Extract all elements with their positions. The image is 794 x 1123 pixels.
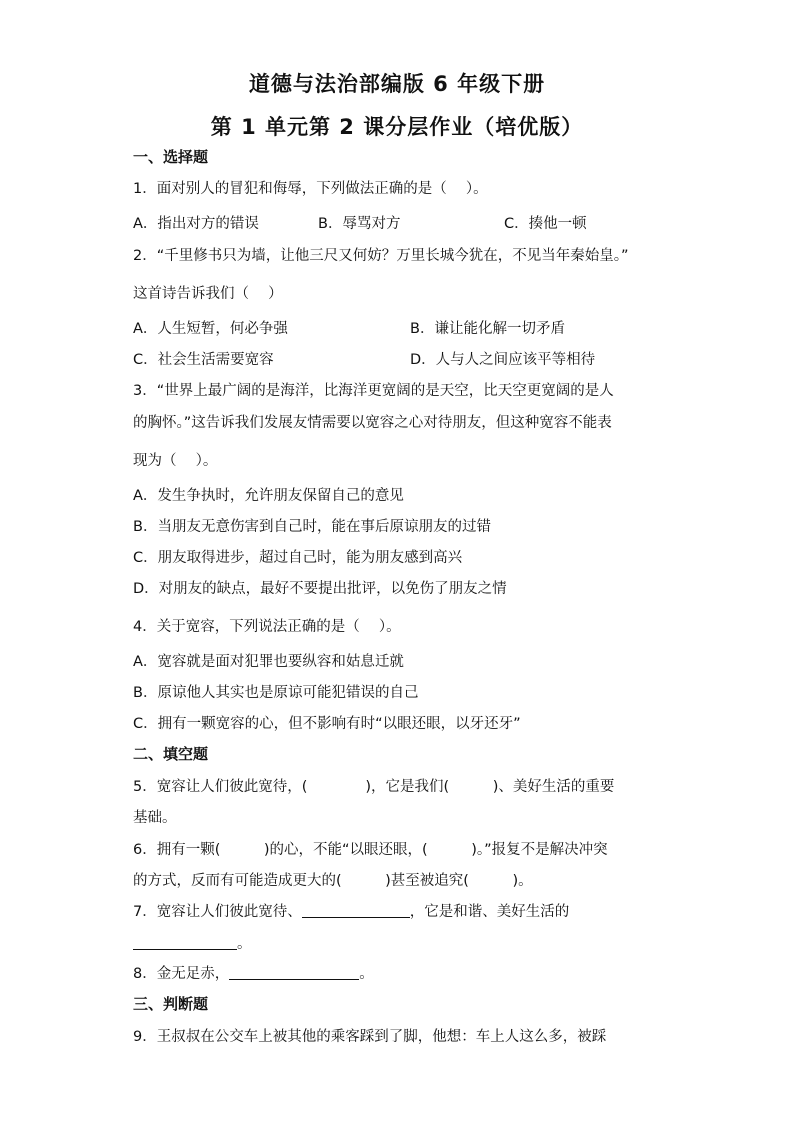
question-2-option-c: C．社会生活需要宽容 — [133, 352, 274, 368]
question-7-blank-2 — [133, 935, 237, 950]
title-line-1: 道德与法治部编版 6 年级下册 — [248, 72, 546, 96]
question-2-option-b: B．谦让能化解一切矛盾 — [410, 321, 565, 337]
question-1-option-c: C．揍他一顿 — [504, 216, 587, 232]
question-3-stem-3: 现为（ ）。 — [133, 453, 218, 469]
section-heading-judge: 三、判断题 — [133, 995, 209, 1013]
question-2-stem-1: 2．“千里修书只为墙，让他三尺又何妨？万里长城今犹在，不见当年秦始皇。” — [133, 248, 629, 264]
question-4-option-b: B．原谅他人其实也是原谅可能犯错误的自己 — [133, 685, 419, 701]
question-5-line-2: 基础。 — [133, 810, 177, 826]
question-3-option-b: B．当朋友无意伤害到自己时，能在事后原谅朋友的过错 — [133, 519, 491, 535]
question-1-stem: 1．面对别人的冒犯和侮辱，下列做法正确的是（ ）。 — [133, 181, 488, 197]
question-7-line-1 — [133, 900, 569, 921]
question-3-option-a: A．发生争执时，允许朋友保留自己的意见 — [133, 488, 404, 504]
question-6-line-2: 的方式，反而有可能造成更大的( )甚至被追究( )。 — [133, 873, 533, 889]
question-3-stem-1: 3．“世界上最广阔的是海洋，比海洋更宽阔的是天空，比天空更宽阔的是人 — [133, 383, 614, 399]
question-4-option-a: A．宽容就是面对犯罪也要纵容和姑息迁就 — [133, 654, 404, 670]
title-line-2: 第 1 单元第 2 课分层作业（培优版） — [210, 115, 584, 139]
question-8-line — [133, 962, 374, 983]
question-4-option-c: C．拥有一颗宽容的心，但不影响有时“以眼还眼，以牙还牙” — [133, 716, 521, 732]
question-3-stem-2: 的胸怀。”这告诉我们发展友情需要以宽容之心对待朋友，但这种宽容不能表 — [133, 415, 612, 431]
question-9-line-1: 9．王叔叔在公交车上被其他的乘客踩到了脚，他想：车上人这么多，被踩 — [133, 1029, 607, 1045]
section-heading-choice: 一、选择题 — [133, 148, 209, 166]
question-8-text-b: 。 — [359, 966, 374, 982]
question-7-blank-1 — [302, 903, 410, 918]
question-8-text-a: 8．金无足赤， — [133, 966, 230, 982]
question-3-option-c: C．朋友取得进步，超过自己时，能为朋友感到高兴 — [133, 550, 463, 566]
question-6-line-1: 6．拥有一颗( )的心，不能“以眼还眼，( )。”报复不是解决冲突 — [133, 842, 608, 858]
question-2-option-d: D．人与人之间应该平等相待 — [410, 352, 596, 368]
question-1-option-b: B．辱骂对方 — [318, 216, 401, 232]
question-2-option-a: A．人生短暂，何必争强 — [133, 321, 288, 337]
question-1-option-a: A．指出对方的错误 — [133, 216, 259, 232]
question-4-stem: 4．关于宽容，下列说法正确的是（ ）。 — [133, 619, 401, 635]
question-8-blank — [229, 965, 359, 980]
question-2-stem-2: 这首诗告诉我们（ ） — [133, 286, 283, 302]
question-5-line-1: 5．宽容让人们彼此宽待，( )，它是我们( )、美好生活的重要 — [133, 779, 615, 795]
question-3-option-d: D．对朋友的缺点，最好不要提出批评，以免伤了朋友之情 — [133, 581, 507, 597]
question-7-line-2 — [133, 932, 252, 953]
question-7-text-b: ，它是和谐、美好生活的 — [409, 904, 570, 920]
question-7-text-a: 7．宽容让人们彼此宽待、 — [133, 904, 302, 920]
section-heading-fill: 二、填空题 — [133, 745, 209, 763]
question-7-text-c: 。 — [237, 936, 252, 952]
